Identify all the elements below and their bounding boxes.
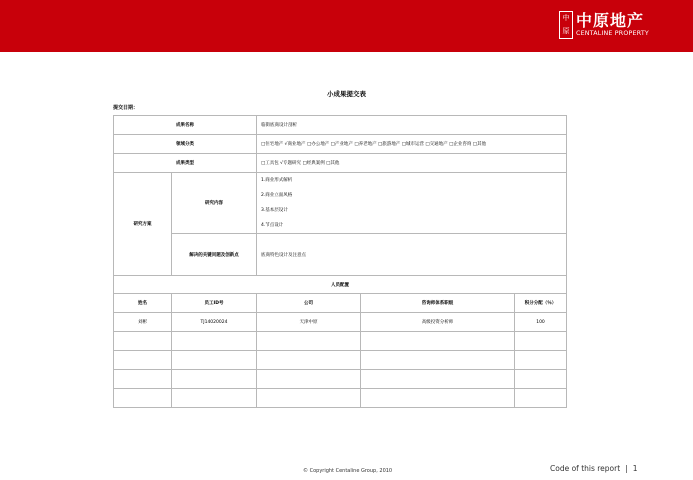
- cell-employee-id[interactable]: TJ14020024: [172, 313, 257, 332]
- research-content-item: 3.基本层设计: [261, 208, 288, 213]
- result-name-label: 成果名称: [114, 116, 257, 135]
- cell-points-share[interactable]: [515, 332, 567, 351]
- result-type-row: [114, 154, 567, 173]
- cell-name[interactable]: [114, 332, 172, 351]
- personnel-header-row: [114, 294, 567, 313]
- header-bar: [0, 0, 693, 52]
- footer-separator: |: [625, 464, 628, 473]
- research-content-item: 1.商业形式解析: [261, 178, 293, 183]
- research-content-row: [114, 173, 567, 234]
- table-row: [114, 313, 567, 332]
- result-name-value[interactable]: 临街底商设计剖析: [257, 116, 567, 135]
- result-type-options[interactable]: □工具包 √专题研究 □经典案例 □其他: [257, 154, 567, 173]
- cell-consultant-level[interactable]: [361, 332, 515, 351]
- cell-consultant-level[interactable]: [361, 351, 515, 370]
- key-problem-row: [114, 234, 567, 276]
- research-plan-label: 研究方案: [114, 173, 172, 276]
- table-row: [114, 389, 567, 408]
- column-header-company: 公司: [257, 294, 361, 313]
- category-label: 领域分类: [114, 135, 257, 154]
- footer-copyright: © Copyright Centaline Group, 2010: [303, 468, 393, 474]
- page-number: 1: [632, 464, 638, 473]
- table-row: [114, 370, 567, 389]
- cell-employee-id[interactable]: [172, 351, 257, 370]
- cell-company[interactable]: [257, 370, 361, 389]
- research-content-item: 2.商业立面风格: [261, 193, 293, 198]
- column-header-points-share: 积分分配（％）: [515, 294, 567, 313]
- result-name-row: [114, 116, 567, 135]
- cell-consultant-level[interactable]: [361, 370, 515, 389]
- key-problem-label: 解决的关键问题及创新点: [172, 234, 257, 276]
- research-content-item: 4.节点设计: [261, 223, 284, 228]
- column-header-employee-id: 员工ID号: [172, 294, 257, 313]
- submission-form-table: [113, 115, 567, 408]
- cell-company[interactable]: [257, 332, 361, 351]
- cell-name[interactable]: [114, 351, 172, 370]
- category-row: [114, 135, 567, 154]
- cell-points-share[interactable]: 100: [515, 313, 567, 332]
- cell-points-share[interactable]: [515, 370, 567, 389]
- personnel-section-title: 人员配置: [114, 276, 567, 294]
- cell-company[interactable]: 天津中原: [257, 313, 361, 332]
- column-header-consultant-level: 咨询师体系职级: [361, 294, 515, 313]
- cell-employee-id[interactable]: [172, 370, 257, 389]
- footer-report-code: [550, 464, 638, 473]
- cell-points-share[interactable]: [515, 351, 567, 370]
- document-title: 小成果提交表: [327, 90, 366, 98]
- cell-employee-id[interactable]: [172, 389, 257, 408]
- cell-name[interactable]: 刘彬: [114, 313, 172, 332]
- cell-name[interactable]: [114, 389, 172, 408]
- submit-date-label: 提交日期：: [113, 105, 139, 111]
- cell-employee-id[interactable]: [172, 332, 257, 351]
- result-type-label: 成果类型: [114, 154, 257, 173]
- cell-company[interactable]: [257, 389, 361, 408]
- logo-seal-top-char: 中: [562, 14, 570, 22]
- table-row: [114, 351, 567, 370]
- category-options[interactable]: □住宅地产 √商业地产 □办公地产 □产业地产 □养老地产 □旅游地产 □城市运营 □交通地产 □企业咨询 □其他: [257, 135, 567, 154]
- cell-company[interactable]: [257, 351, 361, 370]
- column-header-name: 姓名: [114, 294, 172, 313]
- cell-points-share[interactable]: [515, 389, 567, 408]
- logo-seal-bottom-char: 原: [562, 27, 570, 35]
- key-problem-value[interactable]: 底商特色设计及注意点: [257, 234, 567, 276]
- logo-chinese-name: 中原地产: [576, 11, 645, 30]
- report-code-label: Code of this report: [550, 464, 621, 473]
- personnel-section-row: [114, 276, 567, 294]
- research-content-list[interactable]: [257, 173, 567, 234]
- research-content-label: 研究内容: [172, 173, 257, 234]
- cell-consultant-level[interactable]: [361, 389, 515, 408]
- cell-consultant-level[interactable]: 高级投资分析师: [361, 313, 515, 332]
- cell-name[interactable]: [114, 370, 172, 389]
- logo-english-name: CENTALINE PROPERTY: [576, 30, 649, 37]
- table-row: [114, 332, 567, 351]
- logo-seal: [559, 11, 573, 39]
